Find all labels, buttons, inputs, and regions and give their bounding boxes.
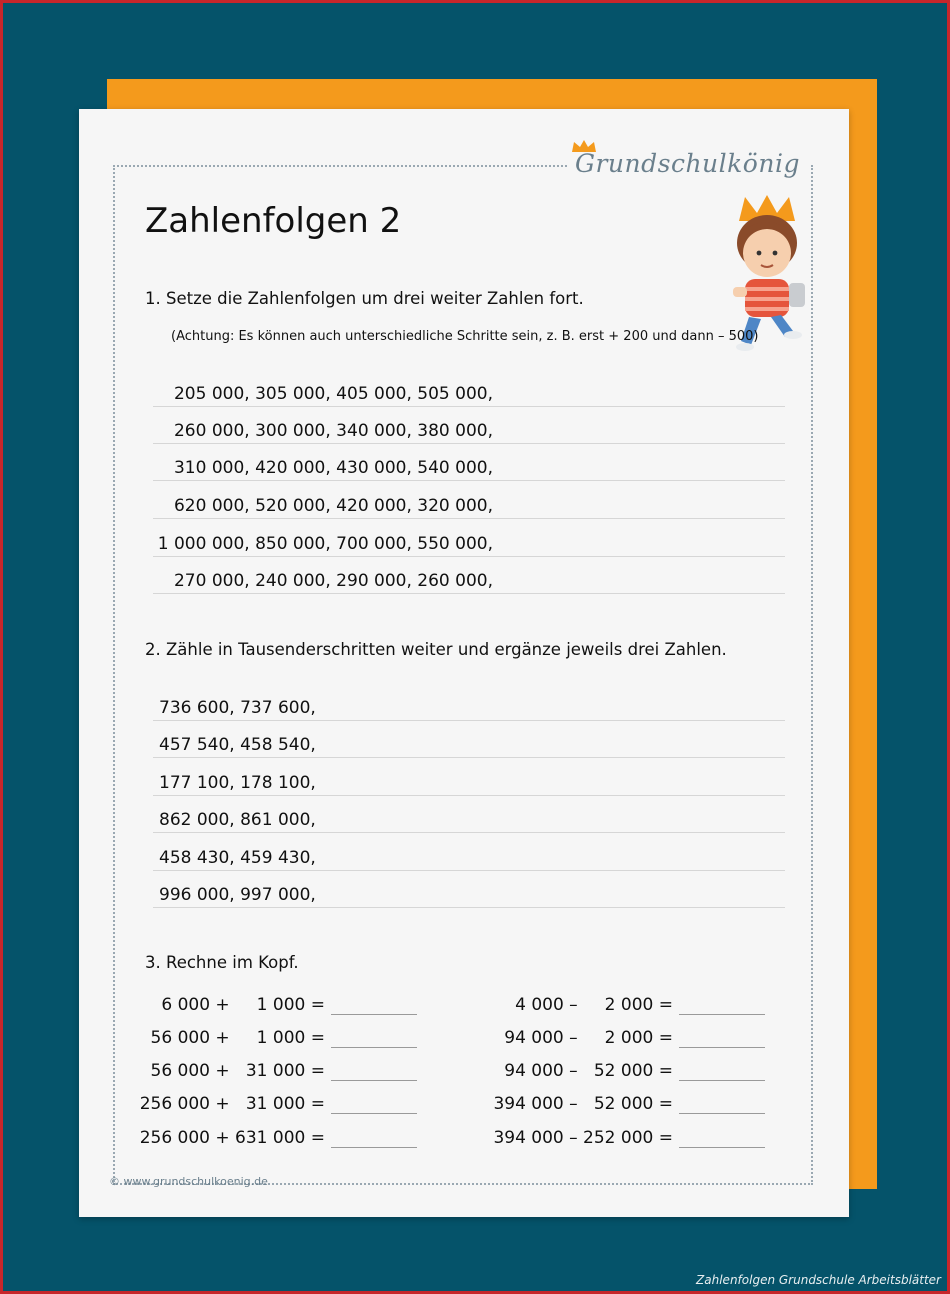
calc-right[interactable] bbox=[475, 1092, 765, 1118]
count-text: 996 000, 997 000, bbox=[159, 885, 316, 905]
calc-left[interactable] bbox=[129, 1092, 417, 1118]
count-text: 736 600, 737 600, bbox=[159, 698, 316, 718]
calc-right[interactable] bbox=[475, 1126, 765, 1152]
sequence-text: 205 000, 305 000, 405 000, 505 000, bbox=[173, 384, 493, 404]
count-text: 458 430, 459 430, bbox=[159, 848, 316, 868]
answer-blank[interactable] bbox=[331, 1047, 417, 1048]
count-text: 457 540, 458 540, bbox=[159, 735, 316, 755]
sequence-text: 260 000, 300 000, 340 000, 380 000, bbox=[173, 421, 493, 441]
sequence-row[interactable] bbox=[153, 371, 785, 407]
calc-left[interactable] bbox=[129, 1026, 417, 1052]
answer-blank[interactable] bbox=[331, 1147, 417, 1148]
calc-expression: 394 000 – 252 000 = bbox=[493, 1128, 673, 1148]
calc-right[interactable] bbox=[475, 1026, 765, 1052]
sequence-row[interactable] bbox=[153, 558, 785, 594]
count-text: 862 000, 861 000, bbox=[159, 810, 316, 830]
calc-expression: 4 000 – 2 000 = bbox=[515, 995, 673, 1015]
calc-expression: 256 000 + 31 000 = bbox=[139, 1094, 325, 1114]
sequence-row[interactable] bbox=[153, 483, 785, 519]
answer-blank[interactable] bbox=[679, 1080, 765, 1081]
task2-heading: 2. Zähle in Tausenderschritten weiter und ergänze jeweils drei Zahlen. bbox=[145, 640, 727, 659]
calc-left[interactable] bbox=[129, 1059, 417, 1085]
task1-note: (Achtung: Es können auch unterschiedliche Schritte sein, z. B. erst + 200 und dann – 500) bbox=[171, 329, 759, 344]
calc-expression: 6 000 + 1 000 = bbox=[161, 995, 325, 1015]
sequence-row[interactable] bbox=[153, 445, 785, 481]
task3-heading: 3. Rechne im Kopf. bbox=[145, 953, 299, 972]
calc-right[interactable] bbox=[475, 993, 765, 1019]
calc-expression: 94 000 – 2 000 = bbox=[504, 1028, 673, 1048]
count-row[interactable] bbox=[153, 722, 785, 758]
calc-expression: 256 000 + 631 000 = bbox=[139, 1128, 325, 1148]
answer-blank[interactable] bbox=[679, 1147, 765, 1148]
calc-expression: 56 000 + 31 000 = bbox=[150, 1061, 325, 1081]
worksheet bbox=[79, 109, 849, 1217]
sequence-row[interactable] bbox=[153, 408, 785, 444]
answer-blank[interactable] bbox=[679, 1047, 765, 1048]
count-text: 177 100, 178 100, bbox=[159, 773, 316, 793]
count-row[interactable] bbox=[153, 797, 785, 833]
sequence-text: 270 000, 240 000, 290 000, 260 000, bbox=[173, 571, 493, 591]
calc-expression: 94 000 – 52 000 = bbox=[504, 1061, 673, 1081]
worksheet-title: Zahlenfolgen 2 bbox=[145, 201, 402, 241]
answer-blank[interactable] bbox=[331, 1014, 417, 1015]
count-row[interactable] bbox=[153, 872, 785, 908]
calc-left[interactable] bbox=[129, 993, 417, 1019]
sequence-text: 310 000, 420 000, 430 000, 540 000, bbox=[173, 458, 493, 478]
answer-blank[interactable] bbox=[331, 1113, 417, 1114]
answer-blank[interactable] bbox=[679, 1014, 765, 1015]
count-row[interactable] bbox=[153, 685, 785, 721]
calc-left[interactable] bbox=[129, 1126, 417, 1152]
answer-blank[interactable] bbox=[679, 1113, 765, 1114]
image-caption: Zahlenfolgen Grundschule Arbeitsblätter bbox=[696, 1273, 941, 1287]
sequence-row[interactable] bbox=[153, 521, 785, 557]
sequence-text: 620 000, 520 000, 420 000, 320 000, bbox=[173, 496, 493, 516]
count-row[interactable] bbox=[153, 760, 785, 796]
calc-expression: 394 000 – 52 000 = bbox=[493, 1094, 673, 1114]
footer-copyright: © www.grundschulkoenig.de bbox=[109, 1175, 268, 1188]
count-row[interactable] bbox=[153, 835, 785, 871]
sequence-text: 1 000 000, 850 000, 700 000, 550 000, bbox=[157, 534, 493, 554]
task1-heading: 1. Setze die Zahlenfolgen um drei weiter Zahlen fort. bbox=[145, 289, 584, 308]
answer-blank[interactable] bbox=[331, 1080, 417, 1081]
calc-expression: 56 000 + 1 000 = bbox=[150, 1028, 325, 1048]
calc-right[interactable] bbox=[475, 1059, 765, 1085]
brand-logo: Grundschulkönig bbox=[575, 149, 800, 178]
